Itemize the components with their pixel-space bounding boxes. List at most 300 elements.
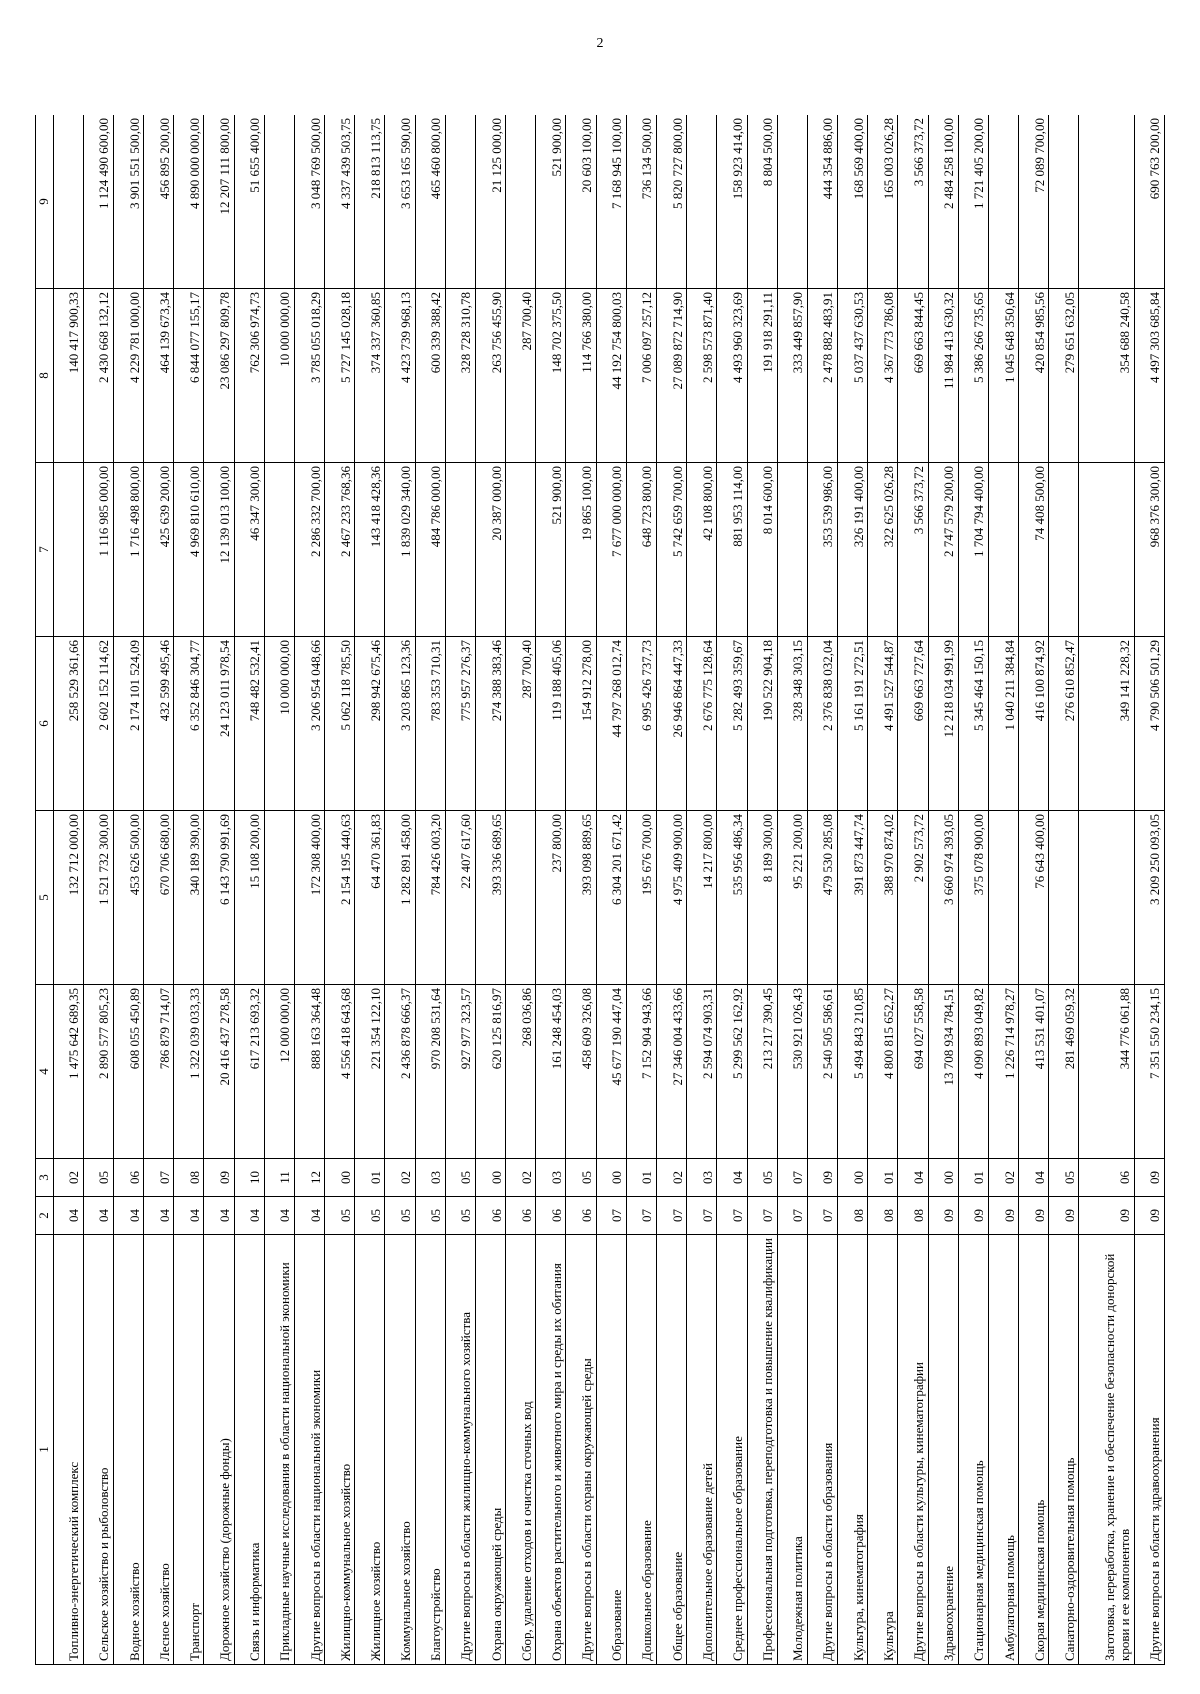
amount-cell: 4 890 000 000,00 [174, 115, 204, 289]
amount-cell: 521 900,00 [536, 463, 566, 637]
code-cell: 12 [294, 1159, 324, 1197]
amount-cell [1079, 115, 1134, 289]
amount-cell: 6 844 077 155,17 [174, 289, 204, 463]
amount-cell: 458 609 326,08 [566, 985, 596, 1159]
amount-cell: 927 977 323,57 [445, 985, 475, 1159]
amount-cell: 2 747 579 200,00 [928, 463, 958, 637]
code-cell: 05 [1049, 1159, 1079, 1197]
code-cell: 06 [506, 1197, 536, 1235]
table-row [958, 115, 988, 1665]
column-header: 2 [36, 1197, 54, 1235]
amount-cell: 27 089 872 714,90 [656, 289, 686, 463]
amount-cell: 328 728 310,78 [445, 289, 475, 463]
table-row [656, 115, 686, 1665]
amount-cell [264, 463, 294, 637]
amount-cell: 5 037 437 630,53 [838, 289, 868, 463]
amount-cell: 64 470 361,83 [355, 811, 385, 985]
amount-cell: 11 984 413 630,32 [928, 289, 958, 463]
code-cell: 03 [687, 1159, 717, 1197]
amount-cell: 132 712 000,00 [53, 811, 83, 985]
amount-cell: 748 482 532,41 [234, 637, 264, 811]
code-cell: 04 [83, 1197, 113, 1235]
code-cell: 00 [838, 1159, 868, 1197]
table-row [566, 115, 596, 1665]
amount-cell: 6 143 790 991,69 [204, 811, 234, 985]
amount-cell: 4 090 893 049,82 [958, 985, 988, 1159]
code-cell: 07 [144, 1159, 174, 1197]
table-row [83, 115, 113, 1665]
amount-cell: 23 086 297 809,78 [204, 289, 234, 463]
amount-cell: 8 014 600,00 [747, 463, 777, 637]
table-row [596, 115, 626, 1665]
table-row [1049, 115, 1079, 1665]
table-row [717, 115, 747, 1665]
amount-cell: 1 116 985 000,00 [83, 463, 113, 637]
table-row [475, 115, 505, 1665]
amount-cell: 4 493 960 323,69 [717, 289, 747, 463]
amount-cell: 12 000 000,00 [264, 985, 294, 1159]
amount-cell: 374 337 360,85 [355, 289, 385, 463]
row-label: Стационарная медицинская помощь [958, 1235, 988, 1665]
code-cell: 06 [1079, 1159, 1134, 1197]
amount-cell: 7 168 945 100,00 [596, 115, 626, 289]
amount-cell: 3 206 954 048,66 [294, 637, 324, 811]
amount-cell: 218 813 113,75 [355, 115, 385, 289]
row-label: Сбор, удаление отходов и очистка сточных вод [506, 1235, 536, 1665]
amount-cell: 393 336 689,65 [475, 811, 505, 985]
amount-cell: 3 203 865 123,36 [385, 637, 415, 811]
amount-cell: 26 946 864 447,33 [656, 637, 686, 811]
code-cell: 04 [144, 1197, 174, 1235]
amount-cell: 190 522 904,18 [747, 637, 777, 811]
code-cell: 05 [415, 1197, 445, 1235]
row-label: Охрана окружающей среды [475, 1235, 505, 1665]
code-cell: 04 [53, 1197, 83, 1235]
amount-cell: 281 469 059,32 [1049, 985, 1079, 1159]
amount-cell: 521 900,00 [536, 115, 566, 289]
amount-cell: 45 677 190 447,04 [596, 985, 626, 1159]
amount-cell: 143 418 428,36 [355, 463, 385, 637]
table-row [445, 115, 475, 1665]
amount-cell: 340 189 390,00 [174, 811, 204, 985]
column-header: 3 [36, 1159, 54, 1197]
amount-cell: 2 890 577 805,23 [83, 985, 113, 1159]
row-label: Прикладные научные исследования в области национальной экономики [264, 1235, 294, 1665]
code-cell: 04 [113, 1197, 143, 1235]
code-cell: 06 [566, 1197, 596, 1235]
amount-cell: 484 786 000,00 [415, 463, 445, 637]
amount-cell [777, 463, 807, 637]
code-cell: 07 [596, 1197, 626, 1235]
amount-cell: 46 347 300,00 [234, 463, 264, 637]
rotated-table-frame [35, 115, 1165, 1665]
code-cell: 05 [566, 1159, 596, 1197]
row-label: Культура, кинематография [838, 1235, 868, 1665]
table-row [294, 115, 324, 1665]
code-cell: 00 [928, 1159, 958, 1197]
amount-cell: 690 763 200,00 [1134, 115, 1164, 289]
rotated-table-inner [35, 115, 1165, 1665]
amount-cell: 13 708 934 784,51 [928, 985, 958, 1159]
row-label: Транспорт [174, 1235, 204, 1665]
amount-cell: 172 308 400,00 [294, 811, 324, 985]
amount-cell: 393 098 889,65 [566, 811, 596, 985]
amount-cell: 479 530 285,08 [807, 811, 837, 985]
table-row [234, 115, 264, 1665]
amount-cell: 5 494 843 210,85 [838, 985, 868, 1159]
amount-cell [1049, 115, 1079, 289]
row-label: Связь и информатика [234, 1235, 264, 1665]
amount-cell: 694 027 558,58 [898, 985, 928, 1159]
amount-cell: 2 594 074 903,31 [687, 985, 717, 1159]
table-row [747, 115, 777, 1665]
amount-cell [53, 115, 83, 289]
amount-cell: 464 139 673,34 [144, 289, 174, 463]
table-row [506, 115, 536, 1665]
row-label: Дошкольное образование [626, 1235, 656, 1665]
amount-cell: 5 742 659 700,00 [656, 463, 686, 637]
amount-cell: 213 217 390,45 [747, 985, 777, 1159]
table-row [536, 115, 566, 1665]
amount-cell: 432 599 495,46 [144, 637, 174, 811]
code-cell: 09 [1019, 1197, 1049, 1235]
code-cell: 07 [777, 1197, 807, 1235]
row-label: Профессиональная подготовка, переподготовка и повышение квалификации [747, 1235, 777, 1665]
amount-cell: 4 790 506 501,29 [1134, 637, 1164, 811]
table-row [264, 115, 294, 1665]
amount-cell: 1 475 642 689,35 [53, 985, 83, 1159]
amount-cell: 354 688 240,58 [1079, 289, 1134, 463]
amount-cell: 4 556 418 643,68 [325, 985, 355, 1159]
amount-cell: 165 003 026,28 [868, 115, 898, 289]
code-cell: 08 [838, 1197, 868, 1235]
row-label: Амбулаторная помощь [988, 1235, 1018, 1665]
amount-cell [506, 811, 536, 985]
amount-cell: 1 521 732 300,00 [83, 811, 113, 985]
page-number: 2 [596, 36, 604, 51]
row-label: Образование [596, 1235, 626, 1665]
amount-cell: 391 873 447,74 [838, 811, 868, 985]
amount-cell: 881 953 114,00 [717, 463, 747, 637]
amount-cell [445, 463, 475, 637]
amount-cell: 600 339 388,42 [415, 289, 445, 463]
budget-table [35, 115, 1165, 1665]
code-cell: 09 [807, 1159, 837, 1197]
code-cell: 04 [174, 1197, 204, 1235]
amount-cell: 4 969 810 610,00 [174, 463, 204, 637]
amount-cell: 24 123 011 978,54 [204, 637, 234, 811]
amount-cell: 27 346 004 433,66 [656, 985, 686, 1159]
amount-cell: 2 436 878 666,37 [385, 985, 415, 1159]
amount-cell: 453 626 500,00 [113, 811, 143, 985]
amount-cell: 1 040 211 384,84 [988, 637, 1018, 811]
code-cell: 09 [1134, 1159, 1164, 1197]
code-cell: 04 [717, 1159, 747, 1197]
amount-cell: 4 800 815 652,27 [868, 985, 898, 1159]
amount-cell: 970 208 531,64 [415, 985, 445, 1159]
row-label: Другие вопросы в области здравоохранения [1134, 1235, 1164, 1665]
amount-cell [988, 811, 1018, 985]
amount-cell: 298 942 675,46 [355, 637, 385, 811]
amount-cell: 2 376 838 032,04 [807, 637, 837, 811]
amount-cell: 3 209 250 093,05 [1134, 811, 1164, 985]
code-cell: 09 [1079, 1197, 1134, 1235]
amount-cell: 416 100 874,92 [1019, 637, 1049, 811]
amount-cell: 3 048 769 500,00 [294, 115, 324, 289]
amount-cell [687, 115, 717, 289]
column-header: 8 [36, 289, 54, 463]
row-label: Жилищное хозяйство [355, 1235, 385, 1665]
code-cell: 07 [747, 1197, 777, 1235]
amount-cell [445, 115, 475, 289]
table-row [415, 115, 445, 1665]
amount-cell: 888 163 364,48 [294, 985, 324, 1159]
code-cell: 06 [113, 1159, 143, 1197]
amount-cell: 3 566 373,72 [898, 463, 928, 637]
table-row [1079, 115, 1134, 1665]
amount-cell: 5 345 464 150,15 [958, 637, 988, 811]
amount-cell: 4 497 303 685,84 [1134, 289, 1164, 463]
amount-cell: 154 912 278,00 [566, 637, 596, 811]
code-cell: 04 [898, 1159, 928, 1197]
amount-cell: 2 902 573,72 [898, 811, 928, 985]
code-cell: 02 [988, 1159, 1018, 1197]
amount-cell: 74 408 500,00 [1019, 463, 1049, 637]
amount-cell: 191 918 291,11 [747, 289, 777, 463]
amount-cell: 237 800,00 [536, 811, 566, 985]
table-row [898, 115, 928, 1665]
amount-cell: 1 704 794 400,00 [958, 463, 988, 637]
table-row [807, 115, 837, 1665]
amount-cell: 12 139 013 100,00 [204, 463, 234, 637]
amount-cell: 276 610 852,47 [1049, 637, 1079, 811]
table-row [113, 115, 143, 1665]
amount-cell: 168 569 400,00 [838, 115, 868, 289]
code-cell: 11 [264, 1159, 294, 1197]
amount-cell: 326 191 400,00 [838, 463, 868, 637]
amount-cell: 2 598 573 871,40 [687, 289, 717, 463]
row-label: Водное хозяйство [113, 1235, 143, 1665]
amount-cell: 425 639 200,00 [144, 463, 174, 637]
table-row [174, 115, 204, 1665]
amount-cell: 20 603 100,00 [566, 115, 596, 289]
amount-cell: 6 995 426 737,73 [626, 637, 656, 811]
amount-cell: 444 354 886,00 [807, 115, 837, 289]
amount-cell: 119 188 405,06 [536, 637, 566, 811]
amount-cell: 140 417 900,33 [53, 289, 83, 463]
row-label: Культура [868, 1235, 898, 1665]
row-label: Санаторно-оздоровительная помощь [1049, 1235, 1079, 1665]
code-cell: 00 [596, 1159, 626, 1197]
amount-cell: 5 820 727 800,00 [656, 115, 686, 289]
amount-cell: 263 756 455,90 [475, 289, 505, 463]
code-cell: 04 [234, 1197, 264, 1235]
amount-cell: 344 776 061,88 [1079, 985, 1134, 1159]
amount-cell: 12 218 034 991,99 [928, 637, 958, 811]
table-body [53, 115, 1164, 1665]
amount-cell: 375 078 900,00 [958, 811, 988, 985]
amount-cell: 2 286 332 700,00 [294, 463, 324, 637]
code-cell: 07 [626, 1197, 656, 1235]
amount-cell: 2 676 775 128,64 [687, 637, 717, 811]
code-cell: 02 [53, 1159, 83, 1197]
amount-cell: 420 854 985,56 [1019, 289, 1049, 463]
amount-cell: 1 045 648 350,64 [988, 289, 1018, 463]
amount-cell: 3 785 055 018,29 [294, 289, 324, 463]
amount-cell: 42 108 800,00 [687, 463, 717, 637]
amount-cell: 775 957 276,37 [445, 637, 475, 811]
column-header: 7 [36, 463, 54, 637]
amount-cell: 14 217 800,00 [687, 811, 717, 985]
amount-cell: 161 248 454,03 [536, 985, 566, 1159]
amount-cell: 6 352 846 304,77 [174, 637, 204, 811]
code-cell: 05 [385, 1197, 415, 1235]
row-label: Дополнительное образование детей [687, 1235, 717, 1665]
amount-cell: 268 036,86 [506, 985, 536, 1159]
code-cell: 01 [355, 1159, 385, 1197]
table-row [777, 115, 807, 1665]
row-label: Жилищно-коммунальное хозяйство [325, 1235, 355, 1665]
amount-cell: 6 304 201 671,42 [596, 811, 626, 985]
amount-cell: 2 484 258 100,00 [928, 115, 958, 289]
table-row [1019, 115, 1049, 1665]
table-row [988, 115, 1018, 1665]
code-cell: 09 [928, 1197, 958, 1235]
amount-cell: 274 388 383,46 [475, 637, 505, 811]
amount-cell: 1 226 714 978,27 [988, 985, 1018, 1159]
amount-cell: 2 174 101 524,09 [113, 637, 143, 811]
table-row [385, 115, 415, 1665]
amount-cell: 20 416 437 278,58 [204, 985, 234, 1159]
table-row [928, 115, 958, 1665]
row-label: Охрана объектов растительного и животного мира и среды их обитания [536, 1235, 566, 1665]
amount-cell: 617 213 693,32 [234, 985, 264, 1159]
code-cell: 06 [475, 1197, 505, 1235]
amount-cell [777, 115, 807, 289]
code-cell: 01 [958, 1159, 988, 1197]
row-label: Лесное хозяйство [144, 1235, 174, 1665]
amount-cell: 1 282 891 458,00 [385, 811, 415, 985]
code-cell: 07 [717, 1197, 747, 1235]
code-cell: 09 [1134, 1197, 1164, 1235]
row-label: Благоустройство [415, 1235, 445, 1665]
code-cell: 03 [536, 1159, 566, 1197]
amount-cell: 1 124 490 600,00 [83, 115, 113, 289]
code-cell: 05 [445, 1197, 475, 1235]
table-row [838, 115, 868, 1665]
row-label: Скорая медицинская помощь [1019, 1235, 1049, 1665]
code-cell: 01 [868, 1159, 898, 1197]
code-cell: 07 [656, 1197, 686, 1235]
row-label: Топливно-энергетический комплекс [53, 1235, 83, 1665]
code-cell: 01 [626, 1159, 656, 1197]
amount-cell: 221 354 122,10 [355, 985, 385, 1159]
table-row [144, 115, 174, 1665]
row-label: Заготовка, переработка, хранение и обеспечение безопасности донорской крови и ее компонентов [1079, 1235, 1134, 1665]
amount-cell: 44 797 268 012,74 [596, 637, 626, 811]
row-label: Коммунальное хозяйство [385, 1235, 415, 1665]
row-label: Другие вопросы в области жилищно-коммунального хозяйства [445, 1235, 475, 1665]
row-label: Другие вопросы в области образования [807, 1235, 837, 1665]
column-header: 6 [36, 637, 54, 811]
code-cell: 00 [325, 1159, 355, 1197]
amount-cell: 3 901 551 500,00 [113, 115, 143, 289]
row-label: Другие вопросы в области культуры, кинематографии [898, 1235, 928, 1665]
amount-cell: 19 865 100,00 [566, 463, 596, 637]
amount-cell: 5 299 562 162,92 [717, 985, 747, 1159]
amount-cell [264, 115, 294, 289]
table-header-row [36, 115, 54, 1665]
column-header: 9 [36, 115, 54, 289]
amount-cell: 784 426 003,20 [415, 811, 445, 985]
amount-cell: 456 895 200,00 [144, 115, 174, 289]
amount-cell: 7 351 550 234,15 [1134, 985, 1164, 1159]
code-cell: 09 [988, 1197, 1018, 1235]
table-row [53, 115, 83, 1665]
amount-cell [53, 463, 83, 637]
code-cell: 06 [536, 1197, 566, 1235]
amount-cell: 333 449 857,90 [777, 289, 807, 463]
amount-cell: 1 839 029 340,00 [385, 463, 415, 637]
amount-cell: 2 430 668 132,12 [83, 289, 113, 463]
amount-cell: 7 152 904 943,66 [626, 985, 656, 1159]
amount-cell: 3 653 165 590,00 [385, 115, 415, 289]
amount-cell [1049, 811, 1079, 985]
amount-cell [1049, 463, 1079, 637]
amount-cell: 3 566 373,72 [898, 115, 928, 289]
amount-cell: 669 663 727,64 [898, 637, 928, 811]
amount-cell: 5 386 266 735,65 [958, 289, 988, 463]
amount-cell [264, 811, 294, 985]
amount-cell: 21 125 000,00 [475, 115, 505, 289]
amount-cell: 158 923 414,00 [717, 115, 747, 289]
amount-cell: 7 677 000 000,00 [596, 463, 626, 637]
code-cell: 05 [325, 1197, 355, 1235]
amount-cell: 736 134 500,00 [626, 115, 656, 289]
amount-cell: 3 660 974 393,05 [928, 811, 958, 985]
code-cell: 04 [294, 1197, 324, 1235]
amount-cell [988, 463, 1018, 637]
amount-cell: 2 478 882 483,91 [807, 289, 837, 463]
amount-cell: 12 207 111 800,00 [204, 115, 234, 289]
code-cell: 08 [898, 1197, 928, 1235]
amount-cell: 44 192 754 800,03 [596, 289, 626, 463]
amount-cell: 10 000 000,00 [264, 289, 294, 463]
row-label: Другие вопросы в области охраны окружающей среды [566, 1235, 596, 1665]
column-header: 5 [36, 811, 54, 985]
amount-cell: 195 676 700,00 [626, 811, 656, 985]
table-row [687, 115, 717, 1665]
amount-cell: 328 348 303,15 [777, 637, 807, 811]
row-label: Сельское хозяйство и рыболовство [83, 1235, 113, 1665]
code-cell: 08 [174, 1159, 204, 1197]
column-header: 1 [36, 1235, 54, 1665]
amount-cell: 322 625 026,28 [868, 463, 898, 637]
amount-cell: 1 716 498 800,00 [113, 463, 143, 637]
amount-cell [1079, 811, 1134, 985]
code-cell: 02 [656, 1159, 686, 1197]
code-cell: 07 [777, 1159, 807, 1197]
amount-cell [506, 463, 536, 637]
amount-cell: 10 000 000,00 [264, 637, 294, 811]
amount-cell: 349 141 228,32 [1079, 637, 1134, 811]
code-cell: 05 [445, 1159, 475, 1197]
amount-cell [1079, 463, 1134, 637]
amount-cell: 2 467 233 768,36 [325, 463, 355, 637]
amount-cell: 5 282 493 359,67 [717, 637, 747, 811]
amount-cell: 5 161 191 272,51 [838, 637, 868, 811]
amount-cell: 20 387 000,00 [475, 463, 505, 637]
